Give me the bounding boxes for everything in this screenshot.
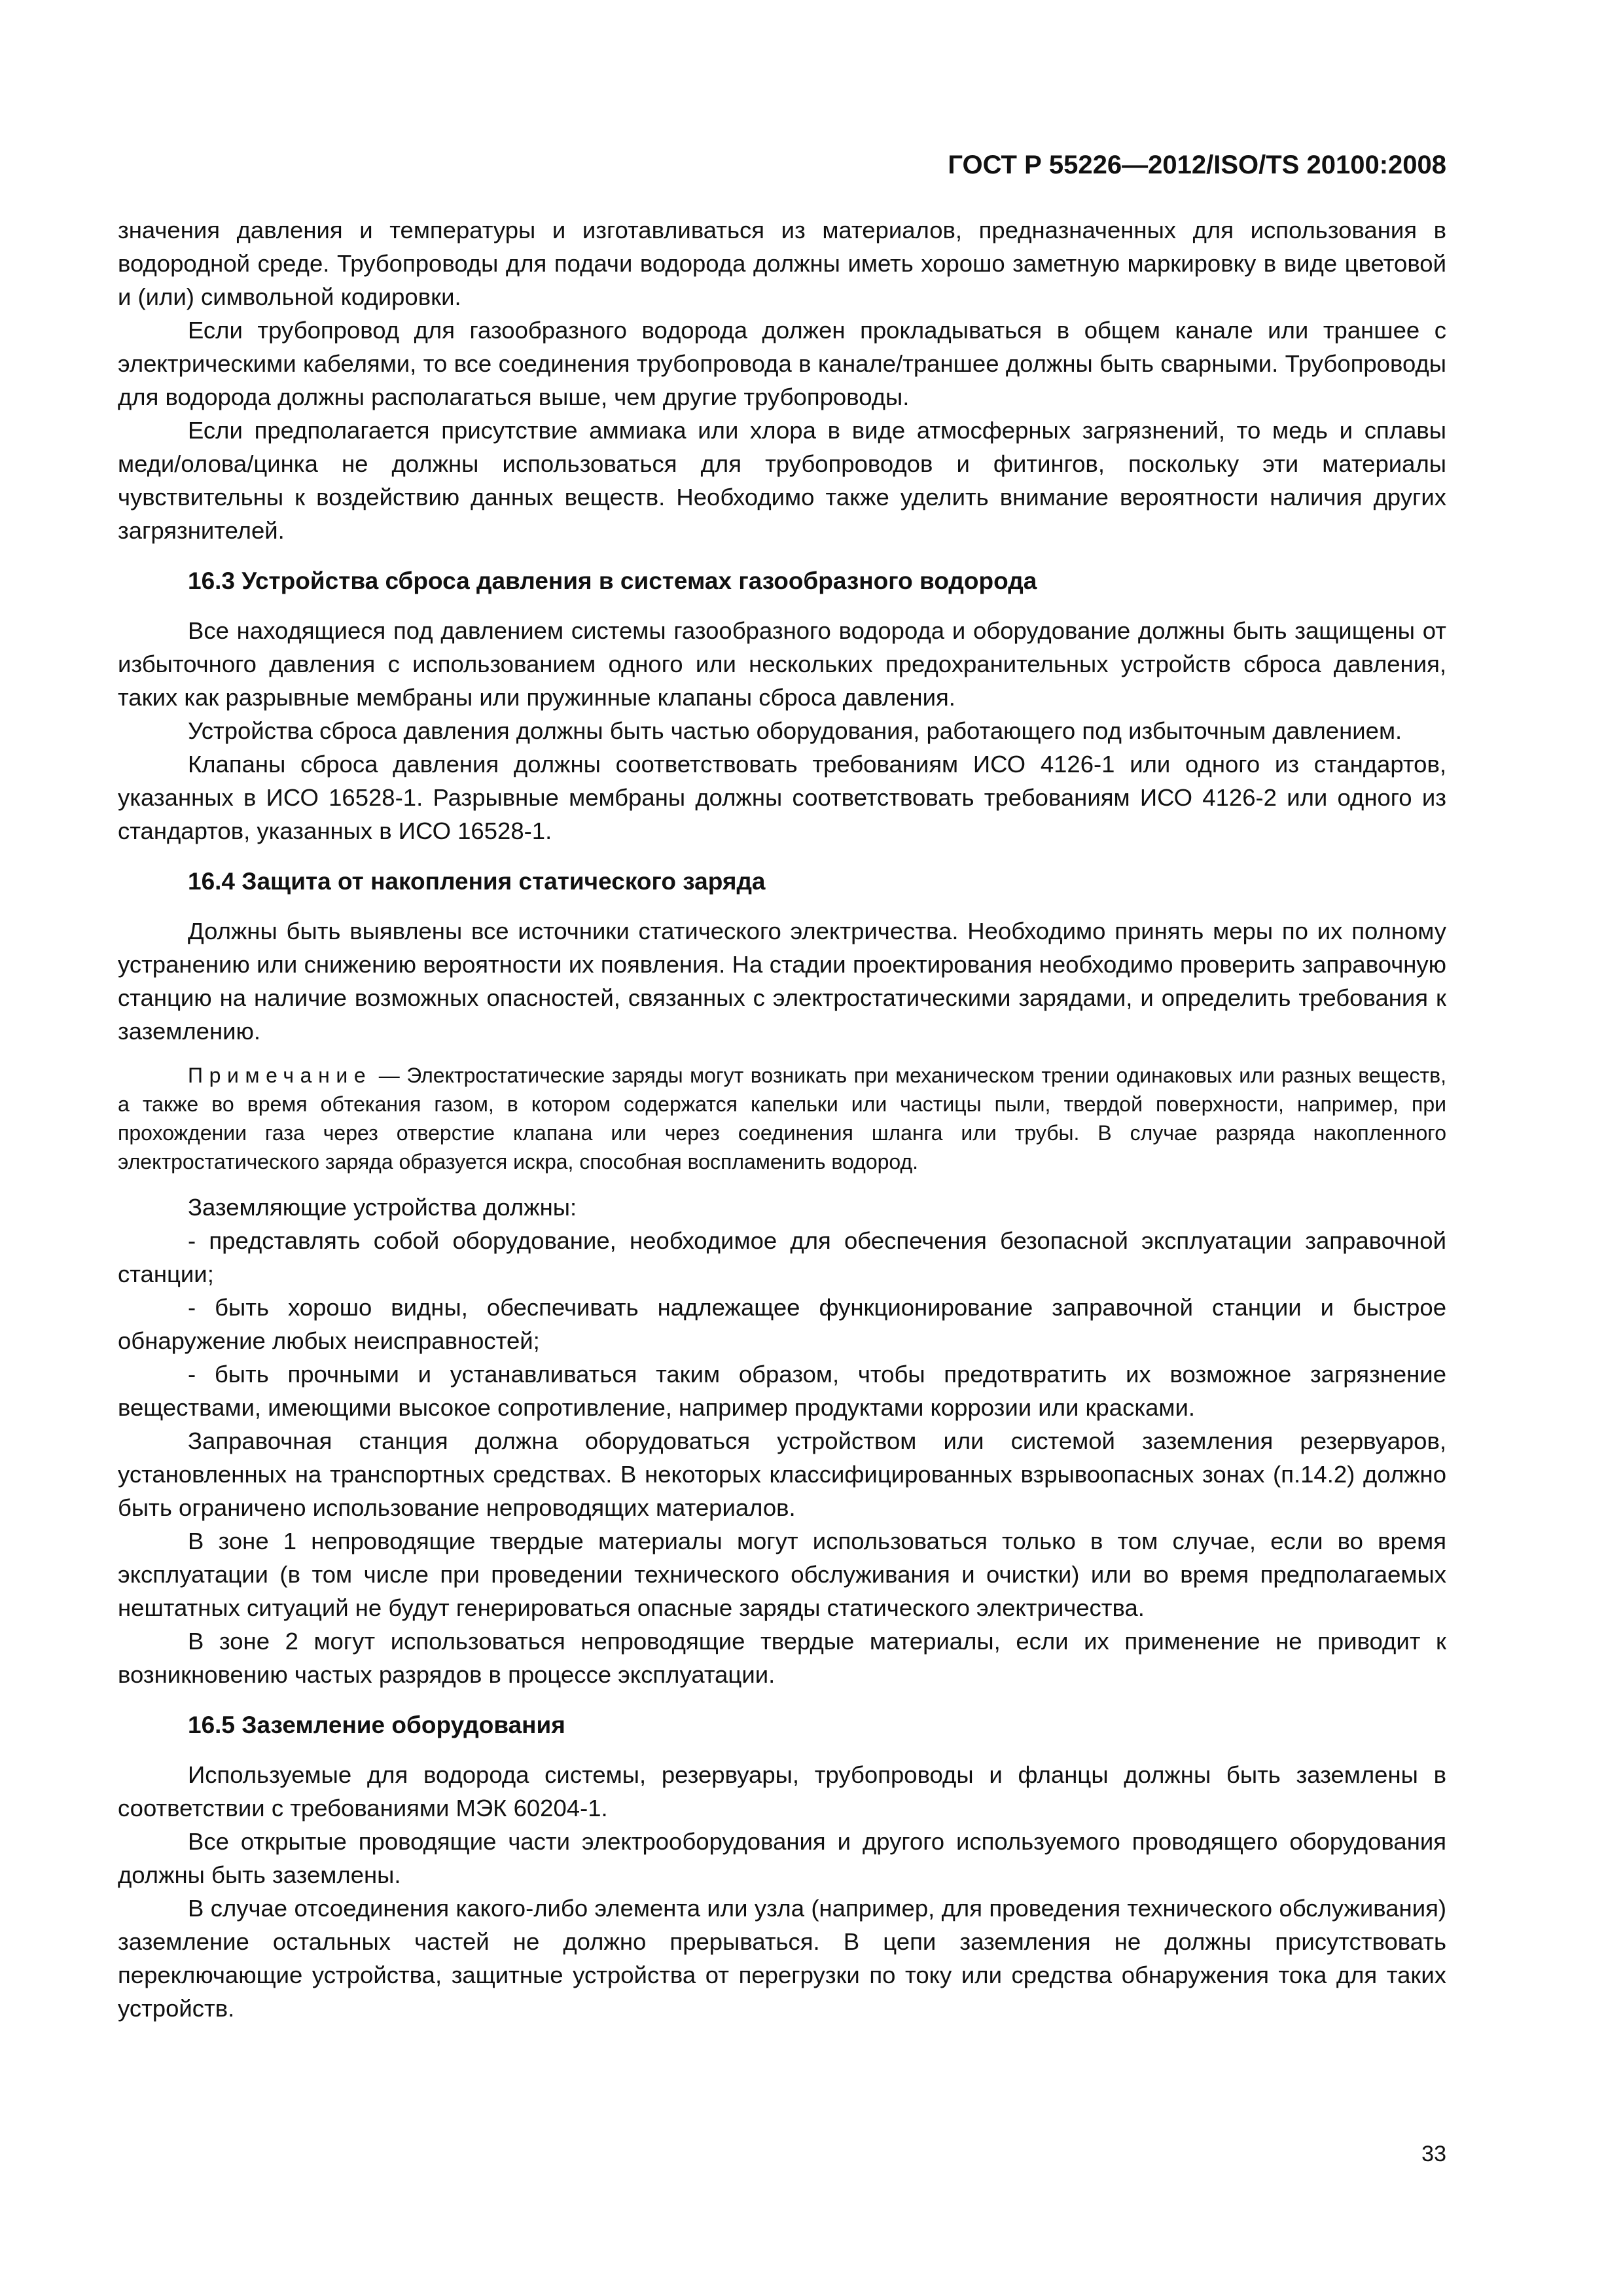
paragraph-zone-2-materials: В зоне 2 могут использоваться непроводящие твердые материалы, если их применение не приводит к возникновению частых разрядов в процессе эксплуатации. [118, 1628, 1446, 1688]
paragraph-ammonia-chlorine-contamination: Если предполагается присутствие аммиака или хлора в виде атмосферных загрязнений, то медь и сплавы меди/олова/цинка не должны использоваться для трубопроводов и фитингов, поскольку эти материалы чувствительны к воздействию данных веществ. Необходимо также уделить внимание вероятности наличия других загрязнителей. [118, 417, 1446, 544]
document-code-header: ГОСТ Р 55226—2012/ISO/TS 20100:2008 [948, 151, 1446, 179]
section-heading-16-3: 16.3 Устройства сброса давления в системах газообразного водорода [188, 567, 1037, 594]
list-item-grounding-equipment: - представлять собой оборудование, необходимое для обеспечения безопасной эксплуатации заправочной станции; [118, 1227, 1446, 1287]
paragraph-iec-60204-grounding: Используемые для водорода системы, резервуары, трубопроводы и фланцы должны быть заземлены в соответствии с требованиями МЭК 60204-1. [118, 1761, 1446, 1821]
paragraph-vehicle-tank-grounding: Заправочная станция должна оборудоваться устройством или системой заземления резервуаров, установленных на транспортных средствах. В некоторых классифицированных взрывоопасных зонах (п.14.2) должно быть ограничено использование непроводящих материалов. [118, 1427, 1446, 1521]
section-heading-16-4: 16.4 Защита от накопления статического заряда [188, 868, 766, 895]
list-item-grounding-durability: - быть прочными и устанавливаться таким образом, чтобы предотвратить их возможное загрязнение веществами, имеющими высокое сопротивление, например продуктами коррозии или красками. [118, 1361, 1446, 1421]
paragraph-pipeline-in-cable-trench: Если трубопровод для газообразного водорода должен прокладываться в общем канале или траншее с электрическими кабелями, то все соединения трубопровода в канале/траншее должны быть сварными. Трубопроводы для водорода должны располагаться выше, чем другие трубопроводы. [118, 317, 1446, 410]
note-electrostatic-charges [118, 1061, 1446, 1176]
paragraph-relief-devices-part-of-equipment: Устройства сброса давления должны быть частью оборудования, работающего под избыточным давлением. [188, 717, 1402, 744]
note-text: — Электростатические заряды могут возникать при механическом трении одинаковых или разных веществ, а также во время обтекания газом, в котором содержатся капельки или частицы пыли, твердой поверхности, например, при прохождении газа через отверстие клапана или через соединения шланга или трубы. В случае разряда накопленного электростатического заряда образуется искра, способная воспламенить водород. [118, 1064, 1446, 1174]
paragraph-grounding-continuity: В случае отсоединения какого-либо элемента или узла (например, для проведения технического обслуживания) заземление остальных частей не должно прерываться. В цепи заземления не должны присутствовать переключающие устройства, защитные устройства от перегрузки по току или средства обнаружения тока для таких устройств. [118, 1895, 1446, 2022]
paragraph-hydrogen-pipeline-marking: значения давления и температуры и изготавливаться из материалов, предназначенных для использования в водородной среде. Трубопроводы для подачи водорода должны иметь хорошо заметную маркировку в виде цветовой и (или) символьной кодировки. [118, 217, 1446, 310]
note-label: Примечание [188, 1064, 372, 1087]
page-number: 33 [1421, 2142, 1446, 2166]
paragraph-zone-1-materials: В зоне 1 непроводящие твердые материалы могут использоваться только в том случае, если во время эксплуатации (в том числе при проведении технического обслуживания и очистки) или во время предполагаемых нештатных ситуаций не будут генерироваться опасные заряды статического электричества. [118, 1528, 1446, 1621]
section-heading-16-5: 16.5 Заземление оборудования [188, 1712, 565, 1738]
paragraph-overpressure-protection: Все находящиеся под давлением системы газообразного водорода и оборудование должны быть защищены от избыточного давления с использованием одного или нескольких предохранительных устройств сброса давления, таких как разрывные мембраны или пружинные клапаны сброса давления. [118, 617, 1446, 711]
paragraph-exposed-conductive-parts: Все открытые проводящие части электрооборудования и другого используемого проводящего оборудования должны быть заземлены. [118, 1828, 1446, 1888]
paragraph-relief-valve-standards: Клапаны сброса давления должны соответствовать требованиям ИСО 4126-1 или одного из стандартов, указанных в ИСО 16528-1. Разрывные мембраны должны соответствовать требованиям ИСО 4126-2 или одного из стандартов, указанных в ИСО 16528-1. [118, 751, 1446, 844]
paragraph-grounding-devices-intro: Заземляющие устройства должны: [188, 1194, 577, 1221]
paragraph-static-electricity-sources: Должны быть выявлены все источники статического электричества. Необходимо принять меры по их полному устранению или снижению вероятности их появления. На стадии проектирования необходимо проверить заправочную станцию на наличие возможных опасностей, связанных с электростатическими зарядами, и определить требования к заземлению. [118, 918, 1446, 1045]
list-item-grounding-visibility: - быть хорошо видны, обеспечивать надлежащее функционирование заправочной станции и быстрое обнаружение любых неисправностей; [118, 1294, 1446, 1354]
document-page [118, 149, 1446, 2244]
